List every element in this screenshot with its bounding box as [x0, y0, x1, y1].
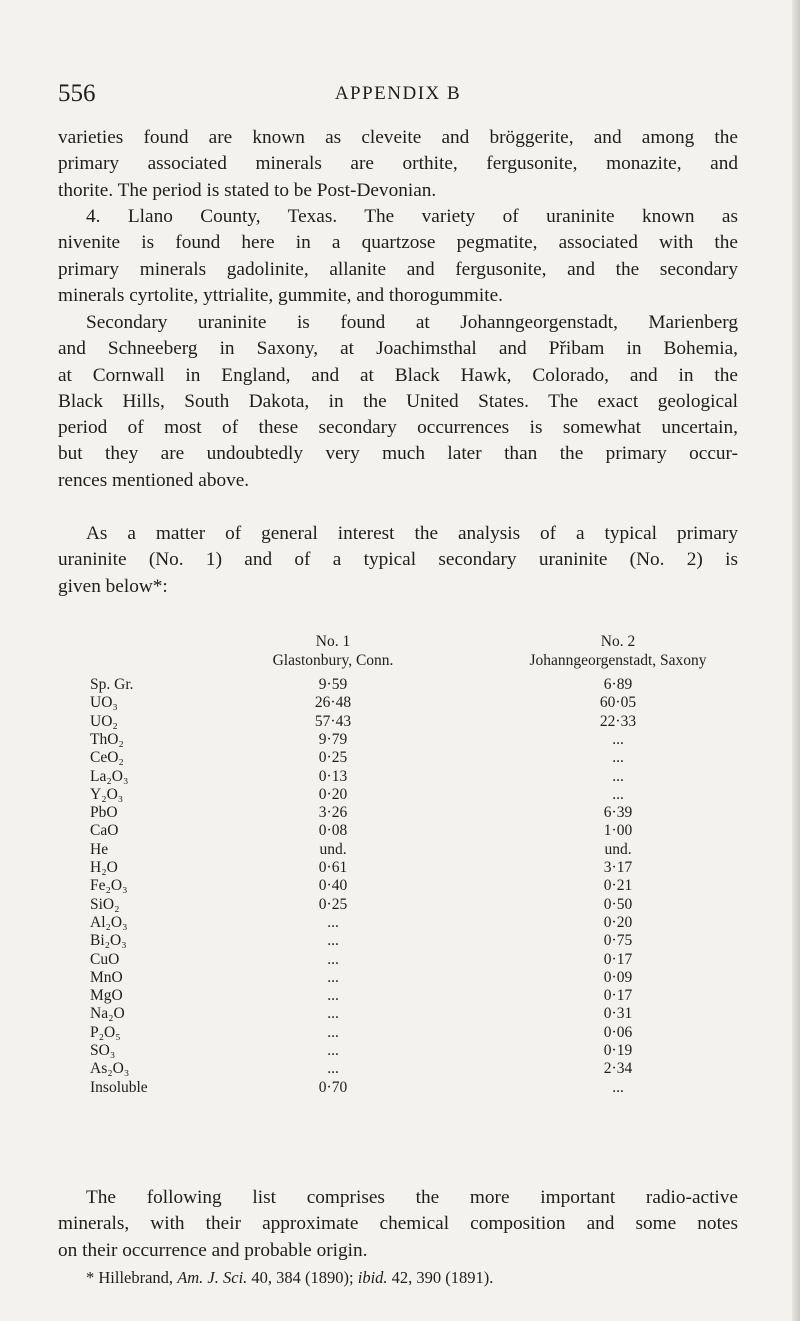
no1-value-cell: 9·79: [318, 730, 348, 748]
no2-value-cell: 3·17: [603, 859, 633, 876]
no1-value-cell: 57·43: [314, 712, 352, 730]
column-header-no1: [233, 632, 433, 670]
no2-value-cell: 0·17: [603, 987, 633, 1005]
table-row: [58, 804, 778, 822]
page-edge-shadow: [792, 0, 800, 1321]
no1-value-cell: ...: [327, 932, 339, 950]
component-cell: CaO: [90, 822, 119, 840]
footnote: [86, 1268, 493, 1288]
no1-value-cell: 0·25: [318, 895, 348, 913]
footnote-citation: 40, 384 (1890);: [251, 1268, 354, 1287]
no2-value-cell: 0·20: [603, 913, 633, 931]
component-cell: P₂O₅: [90, 1023, 121, 1041]
no2-value-cell: 1·00: [603, 822, 633, 840]
text-line: primary minerals gadolinite, allanite and fergusonite, and the secondary: [58, 258, 738, 280]
component-cell: He: [90, 840, 109, 858]
footnote-marker: *: [86, 1268, 95, 1287]
no1-value-cell: ...: [327, 1042, 339, 1059]
no2-value-cell: 0·06: [603, 1023, 633, 1041]
no2-value-cell: 0·21: [603, 877, 633, 895]
no2-value-cell: ...: [612, 1078, 624, 1096]
text-line: thorite. The period is stated to be Post-Devonian.: [58, 179, 437, 201]
component-cell: Al₂O₃: [90, 913, 128, 931]
no1-value-cell: ...: [327, 950, 339, 968]
table-row: [58, 969, 778, 987]
component-cell: ThO₂: [90, 730, 124, 748]
text-line: 4. Llano County, Texas. The variety of uraninite known as: [86, 206, 738, 227]
no2-value-cell: 6·89: [603, 676, 633, 693]
text-line: and Schneeberg in Saxony, at Joachimsthal and Přibam in Bohemia,: [58, 338, 738, 360]
column-locality: Johanngeorgenstadt, Saxony: [529, 652, 707, 669]
footnote-author: Hillebrand,: [98, 1268, 174, 1287]
text-line: but they are undoubtedly very much later than the primary occur-: [58, 443, 738, 465]
text-line: at Cornwall in England, and at Black Hawk, Colorado, and in the: [58, 364, 738, 386]
no1-value-cell: 0·08: [318, 822, 348, 840]
component-cell: Bi₂O₃: [90, 932, 127, 950]
no2-value-cell: 0·09: [603, 968, 633, 986]
no2-value-cell: 6·39: [603, 804, 633, 822]
component-cell: Sp. Gr.: [90, 676, 134, 693]
text-line: The following list comprises the more important radio-active: [86, 1187, 738, 1208]
text-line: period of most of these secondary occurrences is somewhat uncertain,: [58, 417, 738, 439]
no2-value-cell: 60·05: [599, 694, 637, 712]
component-cell: Insoluble: [90, 1078, 148, 1096]
running-title: APPENDIX B: [334, 83, 462, 104]
text-line: rences mentioned above.: [58, 469, 250, 491]
no2-value-cell: und.: [604, 840, 632, 858]
paragraph-closing: [58, 1185, 738, 1264]
table-row: [58, 877, 778, 895]
table-row: [58, 786, 778, 804]
paragraph-secondary-uraninite: [58, 310, 738, 494]
no2-value-cell: ...: [612, 785, 624, 803]
component-cell: As₂O₃: [90, 1060, 130, 1078]
no2-value-cell: 0·17: [603, 950, 633, 968]
table-row: [58, 749, 778, 767]
no2-value-cell: ...: [612, 749, 624, 767]
component-cell: Na₂O: [90, 1005, 125, 1023]
no1-value-cell: ...: [327, 968, 339, 986]
component-cell: Y₂O₃: [90, 785, 124, 803]
component-cell: CuO: [90, 950, 120, 968]
column-number: No. 1: [315, 633, 351, 650]
paragraph-cleveite: [58, 125, 738, 204]
no1-value-cell: 0·13: [318, 767, 348, 785]
table-row: [58, 932, 778, 950]
footnote-journal: Am. J. Sci.: [177, 1268, 248, 1287]
component-cell: SiO₂: [90, 895, 120, 913]
table-row: [58, 987, 778, 1005]
component-cell: Fe₂O₃: [90, 877, 128, 895]
no1-value-cell: 9·59: [318, 676, 348, 693]
component-cell: UO₂: [90, 712, 118, 730]
column-locality: Glastonbury, Conn.: [272, 652, 394, 669]
text-line: varieties found are known as cleveite and bröggerite, and among the: [58, 127, 738, 148]
table-row: [58, 1024, 778, 1042]
table-row: [58, 694, 778, 712]
table-row: [58, 914, 778, 932]
no2-value-cell: ...: [612, 767, 624, 785]
footnote-citation2: 42, 390 (1891).: [391, 1268, 494, 1287]
no1-value-cell: ...: [327, 913, 339, 931]
component-cell: La₂O₃: [90, 767, 129, 785]
table-row: [58, 896, 778, 914]
component-cell: UO₃: [90, 694, 118, 712]
table-row: [58, 841, 778, 859]
no2-value-cell: 0·19: [603, 1042, 633, 1059]
no2-value-cell: 22·33: [599, 712, 637, 730]
text-line: As a matter of general interest the analysis of a typical primary: [86, 523, 738, 544]
component-cell: CeO₂: [90, 749, 124, 767]
text-line: minerals, with their approximate chemical composition and some notes: [58, 1213, 738, 1235]
no1-value-cell: 0·70: [318, 1078, 348, 1096]
no1-value-cell: ...: [327, 987, 339, 1005]
no1-value-cell: 0·61: [318, 859, 348, 876]
text-line: uraninite (No. 1) and of a typical secondary uraninite (No. 2) is: [58, 549, 738, 571]
text-line: nivenite is found here in a quartzose pegmatite, associated with the: [58, 232, 738, 254]
column-number: No. 2: [600, 633, 636, 650]
table-row: [58, 1079, 778, 1097]
component-cell: MnO: [90, 968, 123, 986]
table-row: [58, 1060, 778, 1078]
table-row: [58, 859, 778, 877]
text-line: Secondary uraninite is found at Johanngeorgenstadt, Marienberg: [86, 312, 738, 333]
no1-value-cell: 26·48: [314, 694, 352, 712]
paragraph-llano-county: [58, 204, 738, 309]
no2-value-cell: ...: [612, 730, 624, 748]
no1-value-cell: 0·25: [318, 749, 348, 767]
page-number: 556: [58, 80, 96, 107]
text-line: on their occurrence and probable origin.: [58, 1239, 368, 1261]
running-header: [58, 80, 738, 112]
table-row: [58, 1005, 778, 1023]
column-header-no2: [458, 632, 778, 670]
text-line: Black Hills, South Dakota, in the United States. The exact geological: [58, 390, 738, 412]
table-row: [58, 951, 778, 969]
table-row: [58, 731, 778, 749]
table-row: [58, 822, 778, 840]
no1-value-cell: 0·20: [318, 785, 348, 803]
component-cell: PbO: [90, 804, 118, 822]
no2-value-cell: 0·75: [603, 932, 633, 950]
table-row: [58, 768, 778, 786]
no2-value-cell: 0·31: [603, 1005, 633, 1023]
no1-value-cell: ...: [327, 1023, 339, 1041]
no2-value-cell: 2·34: [603, 1060, 633, 1078]
table-row: [58, 1042, 778, 1060]
text-line: given below*:: [58, 575, 168, 597]
component-cell: MgO: [90, 987, 123, 1005]
no1-value-cell: ...: [327, 1060, 339, 1078]
table-row: [58, 676, 778, 694]
component-cell: SO₃: [90, 1042, 116, 1059]
text-line: minerals cyrtolite, yttrialite, gummite, and thorogummite.: [58, 284, 503, 306]
text-line: primary associated minerals are orthite, fergusonite, monazite, and: [58, 153, 738, 175]
footnote-ibid: ibid.: [357, 1268, 388, 1287]
no1-value-cell: 3·26: [318, 804, 348, 822]
paragraph-analysis-intro: [58, 521, 738, 600]
component-cell: H₂O: [90, 859, 118, 876]
no1-value-cell: 0·40: [318, 877, 348, 895]
no1-value-cell: und.: [319, 840, 347, 858]
no1-value-cell: ...: [327, 1005, 339, 1023]
table-row: [58, 713, 778, 731]
no2-value-cell: 0·50: [603, 895, 633, 913]
